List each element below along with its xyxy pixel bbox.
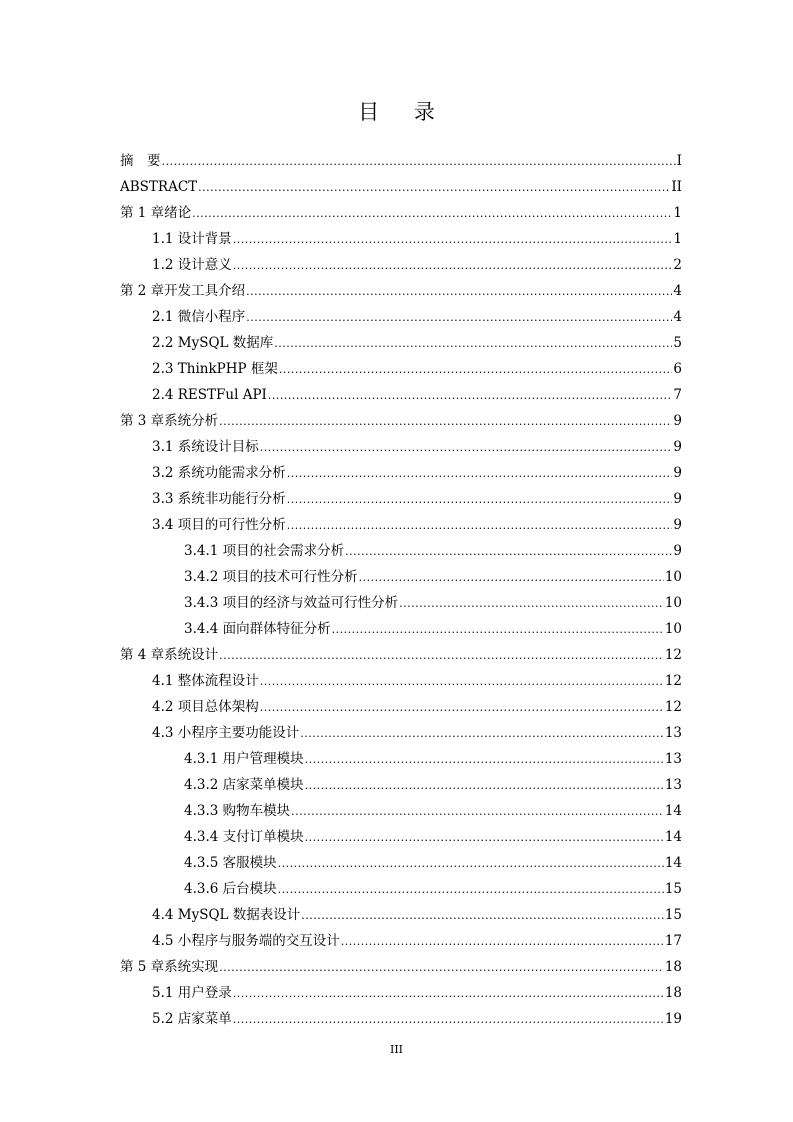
toc-entry[interactable] — [120, 200, 682, 226]
toc-entry-title: 4.3.1 用户管理模块 — [184, 751, 304, 767]
toc-entry[interactable] — [120, 564, 682, 590]
toc-entry-page: 10 — [664, 621, 682, 637]
toc-entry-page: 6 — [673, 361, 682, 377]
toc-entry[interactable] — [120, 642, 682, 668]
toc-entry-title: 3.4.3 项目的经济与效益可行性分析 — [184, 595, 399, 611]
dot-leader — [162, 149, 676, 175]
dot-leader — [278, 851, 664, 877]
dot-leader — [233, 1007, 664, 1033]
dot-leader — [219, 955, 664, 981]
toc-entry[interactable] — [120, 668, 682, 694]
toc-entry-title: 4.3.6 后台模块 — [184, 881, 277, 897]
toc-entry[interactable] — [120, 174, 682, 200]
toc-entry-title: 4.3.5 客服模块 — [184, 855, 277, 871]
toc-entry[interactable] — [120, 902, 682, 928]
toc-entry-page: 9 — [673, 465, 682, 481]
dot-leader — [198, 175, 670, 201]
toc-entry[interactable] — [120, 304, 682, 330]
toc-entry[interactable] — [120, 772, 682, 798]
toc-entry-page: 2 — [673, 257, 682, 273]
dot-leader — [300, 721, 664, 747]
dot-leader — [291, 799, 664, 825]
toc-entry-title: 1.2 设计意义 — [152, 257, 232, 273]
toc-entry-title: 4.3 小程序主要功能设计 — [152, 725, 300, 741]
toc-entry-title: 4.1 整体流程设计 — [152, 673, 259, 689]
toc-entry-page: II — [671, 179, 682, 195]
toc-entry[interactable] — [120, 408, 682, 434]
toc-entry-title: 3.4.4 面向群体特征分析 — [184, 621, 331, 637]
toc-entry-title: 4.3.4 支付订单模块 — [184, 829, 304, 845]
toc-entry[interactable] — [120, 590, 682, 616]
toc-entry-page: 18 — [664, 959, 682, 975]
dot-leader — [305, 747, 664, 773]
toc-entry[interactable] — [120, 382, 682, 408]
table-of-contents — [120, 148, 682, 1032]
dot-leader — [305, 773, 664, 799]
toc-entry-page: 9 — [673, 413, 682, 429]
toc-entry-title: 第 5 章系统实现 — [120, 959, 219, 975]
dot-leader — [233, 253, 673, 279]
toc-entry-title: 2.2 MySQL 数据库 — [152, 335, 274, 351]
toc-entry-title: 第 1 章绪论 — [120, 205, 192, 221]
dot-leader — [287, 513, 673, 539]
dot-leader — [268, 383, 673, 409]
dot-leader — [305, 825, 664, 851]
toc-entry[interactable] — [120, 278, 682, 304]
toc-entry-title: 5.2 店家菜单 — [152, 1011, 232, 1027]
toc-entry[interactable] — [120, 824, 682, 850]
toc-entry[interactable] — [120, 538, 682, 564]
toc-entry[interactable] — [120, 330, 682, 356]
dot-leader — [279, 357, 673, 383]
toc-entry-page: 10 — [664, 569, 682, 585]
dot-leader — [399, 591, 664, 617]
toc-entry-title: 1.1 设计背景 — [152, 231, 232, 247]
toc-entry-page: 1 — [673, 205, 682, 221]
dot-leader — [246, 279, 672, 305]
dot-leader — [233, 227, 673, 253]
dot-leader — [341, 929, 664, 955]
toc-entry-page: 9 — [673, 543, 682, 559]
toc-entry-page: 12 — [664, 647, 682, 663]
page-title: 目 录 — [358, 100, 449, 124]
toc-entry-page: 9 — [673, 439, 682, 455]
toc-entry[interactable] — [120, 252, 682, 278]
toc-entry-title: 2.4 RESTFul API — [152, 387, 267, 403]
toc-entry[interactable] — [120, 1006, 682, 1032]
dot-leader — [260, 695, 664, 721]
toc-entry-title: ABSTRACT — [120, 179, 198, 195]
dot-leader — [287, 487, 673, 513]
toc-entry-page: 5 — [673, 335, 682, 351]
toc-entry-title: 3.2 系统功能需求分析 — [152, 465, 286, 481]
toc-entry[interactable] — [120, 616, 682, 642]
toc-entry-page: 9 — [673, 517, 682, 533]
dot-leader — [332, 617, 664, 643]
dot-leader — [233, 981, 664, 1007]
toc-entry[interactable] — [120, 356, 682, 382]
toc-entry[interactable] — [120, 512, 682, 538]
toc-entry-page: 15 — [664, 907, 682, 923]
toc-entry-page: 14 — [664, 855, 682, 871]
toc-entry-title: 3.1 系统设计目标 — [152, 439, 259, 455]
toc-entry-title: 2.3 ThinkPHP 框架 — [152, 361, 278, 377]
toc-entry-page: 1 — [673, 231, 682, 247]
toc-entry-page: I — [676, 153, 682, 169]
toc-entry-page: 14 — [664, 803, 682, 819]
toc-entry-page: 7 — [673, 387, 682, 403]
toc-entry[interactable] — [120, 434, 682, 460]
dot-leader — [219, 409, 672, 435]
toc-entry-title: 3.4.2 项目的技术可行性分析 — [184, 569, 358, 585]
dot-leader — [345, 539, 672, 565]
toc-entry[interactable] — [120, 746, 682, 772]
toc-entry-page: 13 — [664, 725, 682, 741]
toc-entry-title: 3.3 系统非功能行分析 — [152, 491, 286, 507]
dot-leader — [274, 331, 672, 357]
dot-leader — [359, 565, 664, 591]
toc-entry-title: 第 2 章开发工具介绍 — [120, 283, 246, 299]
dot-leader — [246, 305, 672, 331]
toc-entry[interactable] — [120, 980, 682, 1006]
toc-entry-title: 5.1 用户登录 — [152, 985, 232, 1001]
dot-leader — [260, 669, 664, 695]
toc-entry-page: 12 — [664, 673, 682, 689]
toc-entry-title: 4.2 项目总体架构 — [152, 699, 259, 715]
toc-entry-page: 13 — [664, 777, 682, 793]
toc-entry[interactable] — [120, 954, 682, 980]
page-number: III — [389, 1043, 404, 1056]
toc-entry-page: 13 — [664, 751, 682, 767]
toc-entry-page: 10 — [664, 595, 682, 611]
toc-entry-title: 3.4 项目的可行性分析 — [152, 517, 286, 533]
toc-entry-page: 17 — [664, 933, 682, 949]
toc-entry-title: 第 3 章系统分析 — [120, 413, 219, 429]
toc-entry-title: 4.3.3 购物车模块 — [184, 803, 291, 819]
toc-entry[interactable] — [120, 148, 682, 174]
toc-entry-page: 18 — [664, 985, 682, 1001]
toc-entry[interactable] — [120, 226, 682, 252]
dot-leader — [219, 643, 664, 669]
toc-entry[interactable] — [120, 876, 682, 902]
toc-entry-title: 4.5 小程序与服务端的交互设计 — [152, 933, 340, 949]
toc-entry-page: 15 — [664, 881, 682, 897]
toc-entry-title: 第 4 章系统设计 — [120, 647, 219, 663]
toc-entry[interactable] — [120, 798, 682, 824]
dot-leader — [260, 435, 673, 461]
toc-entry-title: 摘 要 — [120, 153, 161, 169]
toc-entry-title: 2.1 微信小程序 — [152, 309, 246, 325]
toc-entry[interactable] — [120, 850, 682, 876]
toc-entry-page: 4 — [673, 309, 682, 325]
dot-leader — [278, 877, 664, 903]
toc-entry[interactable] — [120, 486, 682, 512]
toc-entry-page: 4 — [673, 283, 682, 299]
toc-entry[interactable] — [120, 928, 682, 954]
toc-entry[interactable] — [120, 460, 682, 486]
dot-leader — [192, 201, 672, 227]
toc-entry[interactable] — [120, 720, 682, 746]
toc-entry-title: 4.3.2 店家菜单模块 — [184, 777, 304, 793]
dot-leader — [301, 903, 664, 929]
toc-entry-page: 14 — [664, 829, 682, 845]
toc-entry-page: 12 — [664, 699, 682, 715]
dot-leader — [287, 461, 673, 487]
toc-entry-page: 19 — [664, 1011, 682, 1027]
toc-entry-title: 3.4.1 项目的社会需求分析 — [184, 543, 345, 559]
toc-entry-title: 4.4 MySQL 数据表设计 — [152, 907, 301, 923]
toc-entry[interactable] — [120, 694, 682, 720]
toc-entry-page: 9 — [673, 491, 682, 507]
